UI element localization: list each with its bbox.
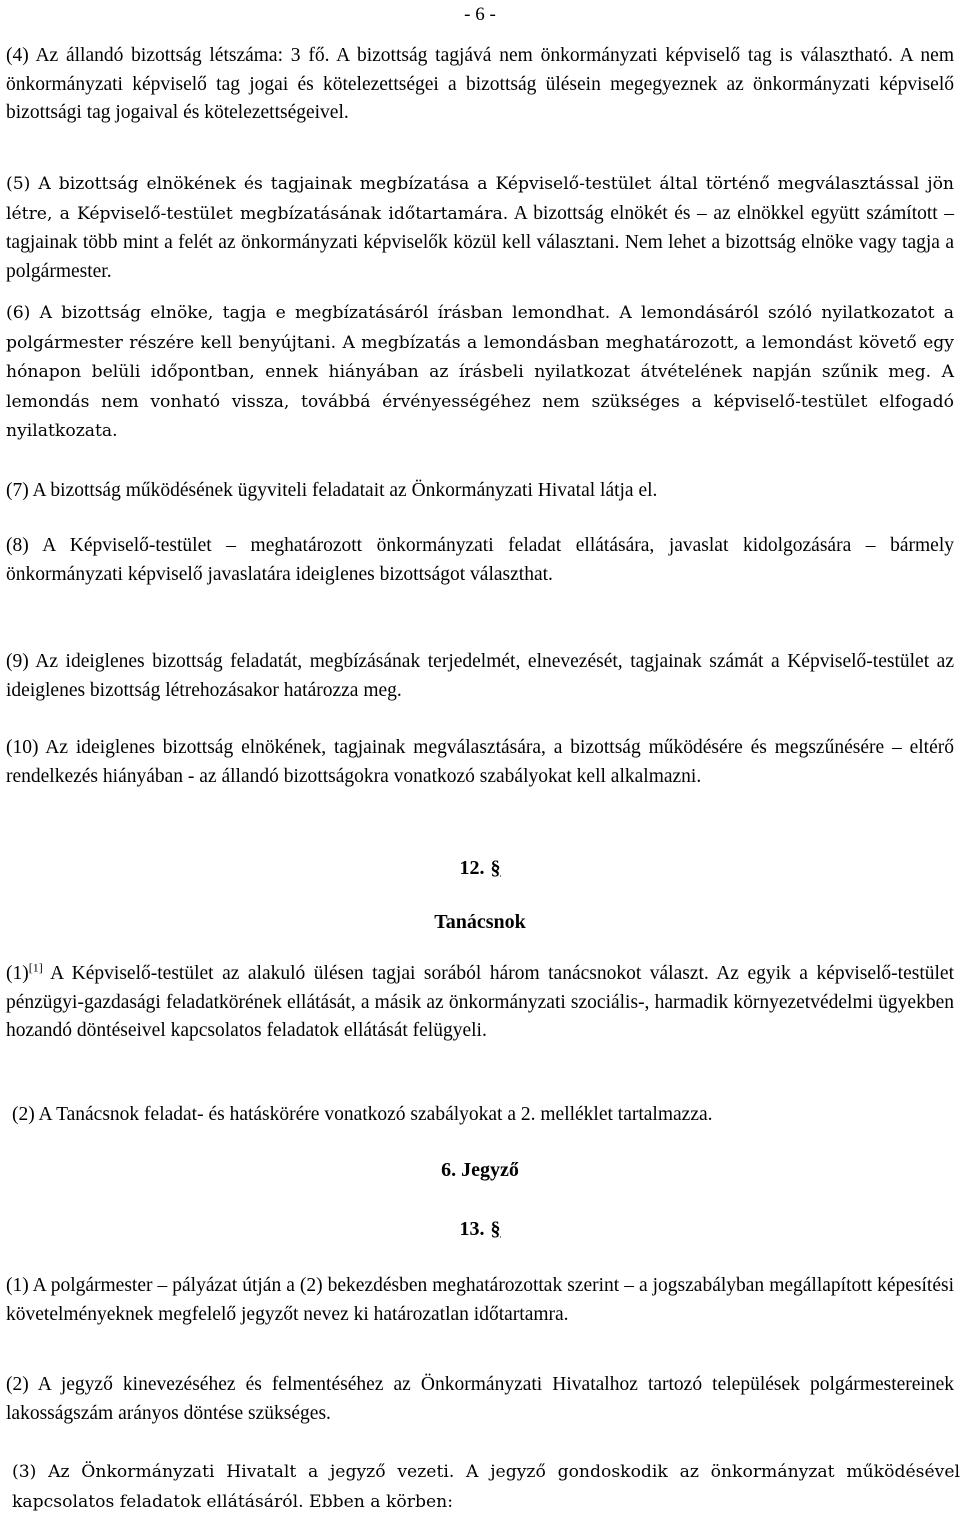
paragraph-7: (7) A bizottság működésének ügyviteli feladatait az Önkormányzati Hivatal látja el. <box>6 480 658 501</box>
paragraph-6: (6) A bizottság elnöke, tagja e megbízatásáról írásban lemondhat. A lemondásáról szóló nyilatkozatot a polgármester részére kell benyújtani. A megbízatás a lemondásban meghatározott, a lemondást követő egy hónapon belüli időpontban, ennek hiányában az írásbeli nyilatkozat átvételének napján szűnik meg. A lemondás nem vonható vissza, továbbá érvényességéhez nem szükséges a képviselő-testület elfogadó nyilatkozata. <box>6 303 954 441</box>
tanacsnok-paragraph-1 <box>6 960 954 1046</box>
chapter-6-title: 6. Jegyző <box>441 1159 519 1181</box>
jegyzo-paragraph-1: (1) A polgármester – pályázat útján a (2) bekezdésben meghatározottak szerint – a jogszabályban megállapított képesítési követelményeknek megfelelő jegyzőt nevez ki határozatlan időtartamra. <box>6 1275 954 1325</box>
paragraph-4: (4) Az állandó bizottság létszáma: 3 fő. A bizottság tagjává nem önkormányzati képviselő tag is választható. A nem önkormányzati képviselő tag jogai és kötelezettségei a bizottság ülésein megegyeznek az önkormányzati képviselő bizottsági tag jogaival és kötelezettségeivel. <box>6 45 954 124</box>
jegyzo-paragraph-2: (2) A jegyző kinevezéséhez és felmentéséhez az Önkormányzati Hivatalhoz tartozó települések polgármestereinek lakosságszám arányos döntése szükséges. <box>6 1374 954 1424</box>
footnote-ref[interactable]: [1] <box>28 960 43 975</box>
section-sign: § <box>490 1218 501 1240</box>
paragraph-6-first-lines <box>6 299 954 447</box>
paragraph-10: (10) Az ideiglenes bizottság elnökének, tagjainak megválasztására, a bizottság működésére és megszűnésére – eltérő rendelkezés hiányában - az állandó bizottságokra vonatkozó szabályokat kell alkalmazni. <box>6 737 954 787</box>
section-13-number: 13. <box>459 1218 485 1240</box>
tanacsnok-p1-text: A Képviselő-testület az alakuló ülésen tagjai sorából három tanácsnokot választ. Az egyik a képviselő-testület pénzügyi-gazdasági feladatkörének ellátását, a másik az önkormányzati szociális-, harmadik környezetvédelmi ügyekben hozandó döntéseivel kapcsolatos feladatok ellátását felügyeli. <box>6 963 954 1042</box>
tanacsnok-p1-prefix: (1) <box>6 963 29 984</box>
section-12-number: 12. <box>459 857 485 879</box>
tanacsnok-paragraph-2: (2) A Tanácsnok feladat- és hatáskörére vonatkozó szabályokat a 2. melléklet tartalmazza. <box>12 1104 713 1125</box>
section-12-title: Tanácsnok <box>434 911 526 933</box>
paragraph-5-part-1: (5) A bizottság elnökének és tagjainak megbízatása a Képviselő-testület által történő megválasztással jön létre, a Képviselő-testület megbízatásának időtartamára. <box>6 174 954 224</box>
section-12-heading <box>0 854 960 882</box>
paragraph-9: (9) Az ideiglenes bizottság feladatát, megbízásának terjedelmét, elnevezését, tagjainak számát a Képviselő-testület az ideiglenes bizottság létrehozásakor határozza meg. <box>6 651 954 701</box>
paragraph-5 <box>6 170 954 286</box>
section-13-heading <box>0 1215 960 1243</box>
paragraph-5-part-2: A bizottság elnökét és – az elnökkel együtt számított – tagjainak több mint a felét az önkormányzati képviselők közül kell választani. Nem lehet a bizottság elnöke vagy tagja a polgármester. <box>6 202 955 282</box>
jegyzo-paragraph-3: (3) Az Önkormányzati Hivatalt a jegyző vezeti. A jegyző gondoskodik az önkormányzat működésével kapcsolatos feladatok ellátásáról. Ebben a körben: <box>12 1462 960 1512</box>
page-number: - 6 - <box>464 4 496 25</box>
paragraph-8: (8) A Képviselő-testület – meghatározott önkormányzati feladat ellátására, javaslat kidolgozására – bármely önkormányzati képviselő javaslatára ideiglenes bizottságot választhat. <box>6 535 954 585</box>
section-sign: § <box>490 857 501 879</box>
